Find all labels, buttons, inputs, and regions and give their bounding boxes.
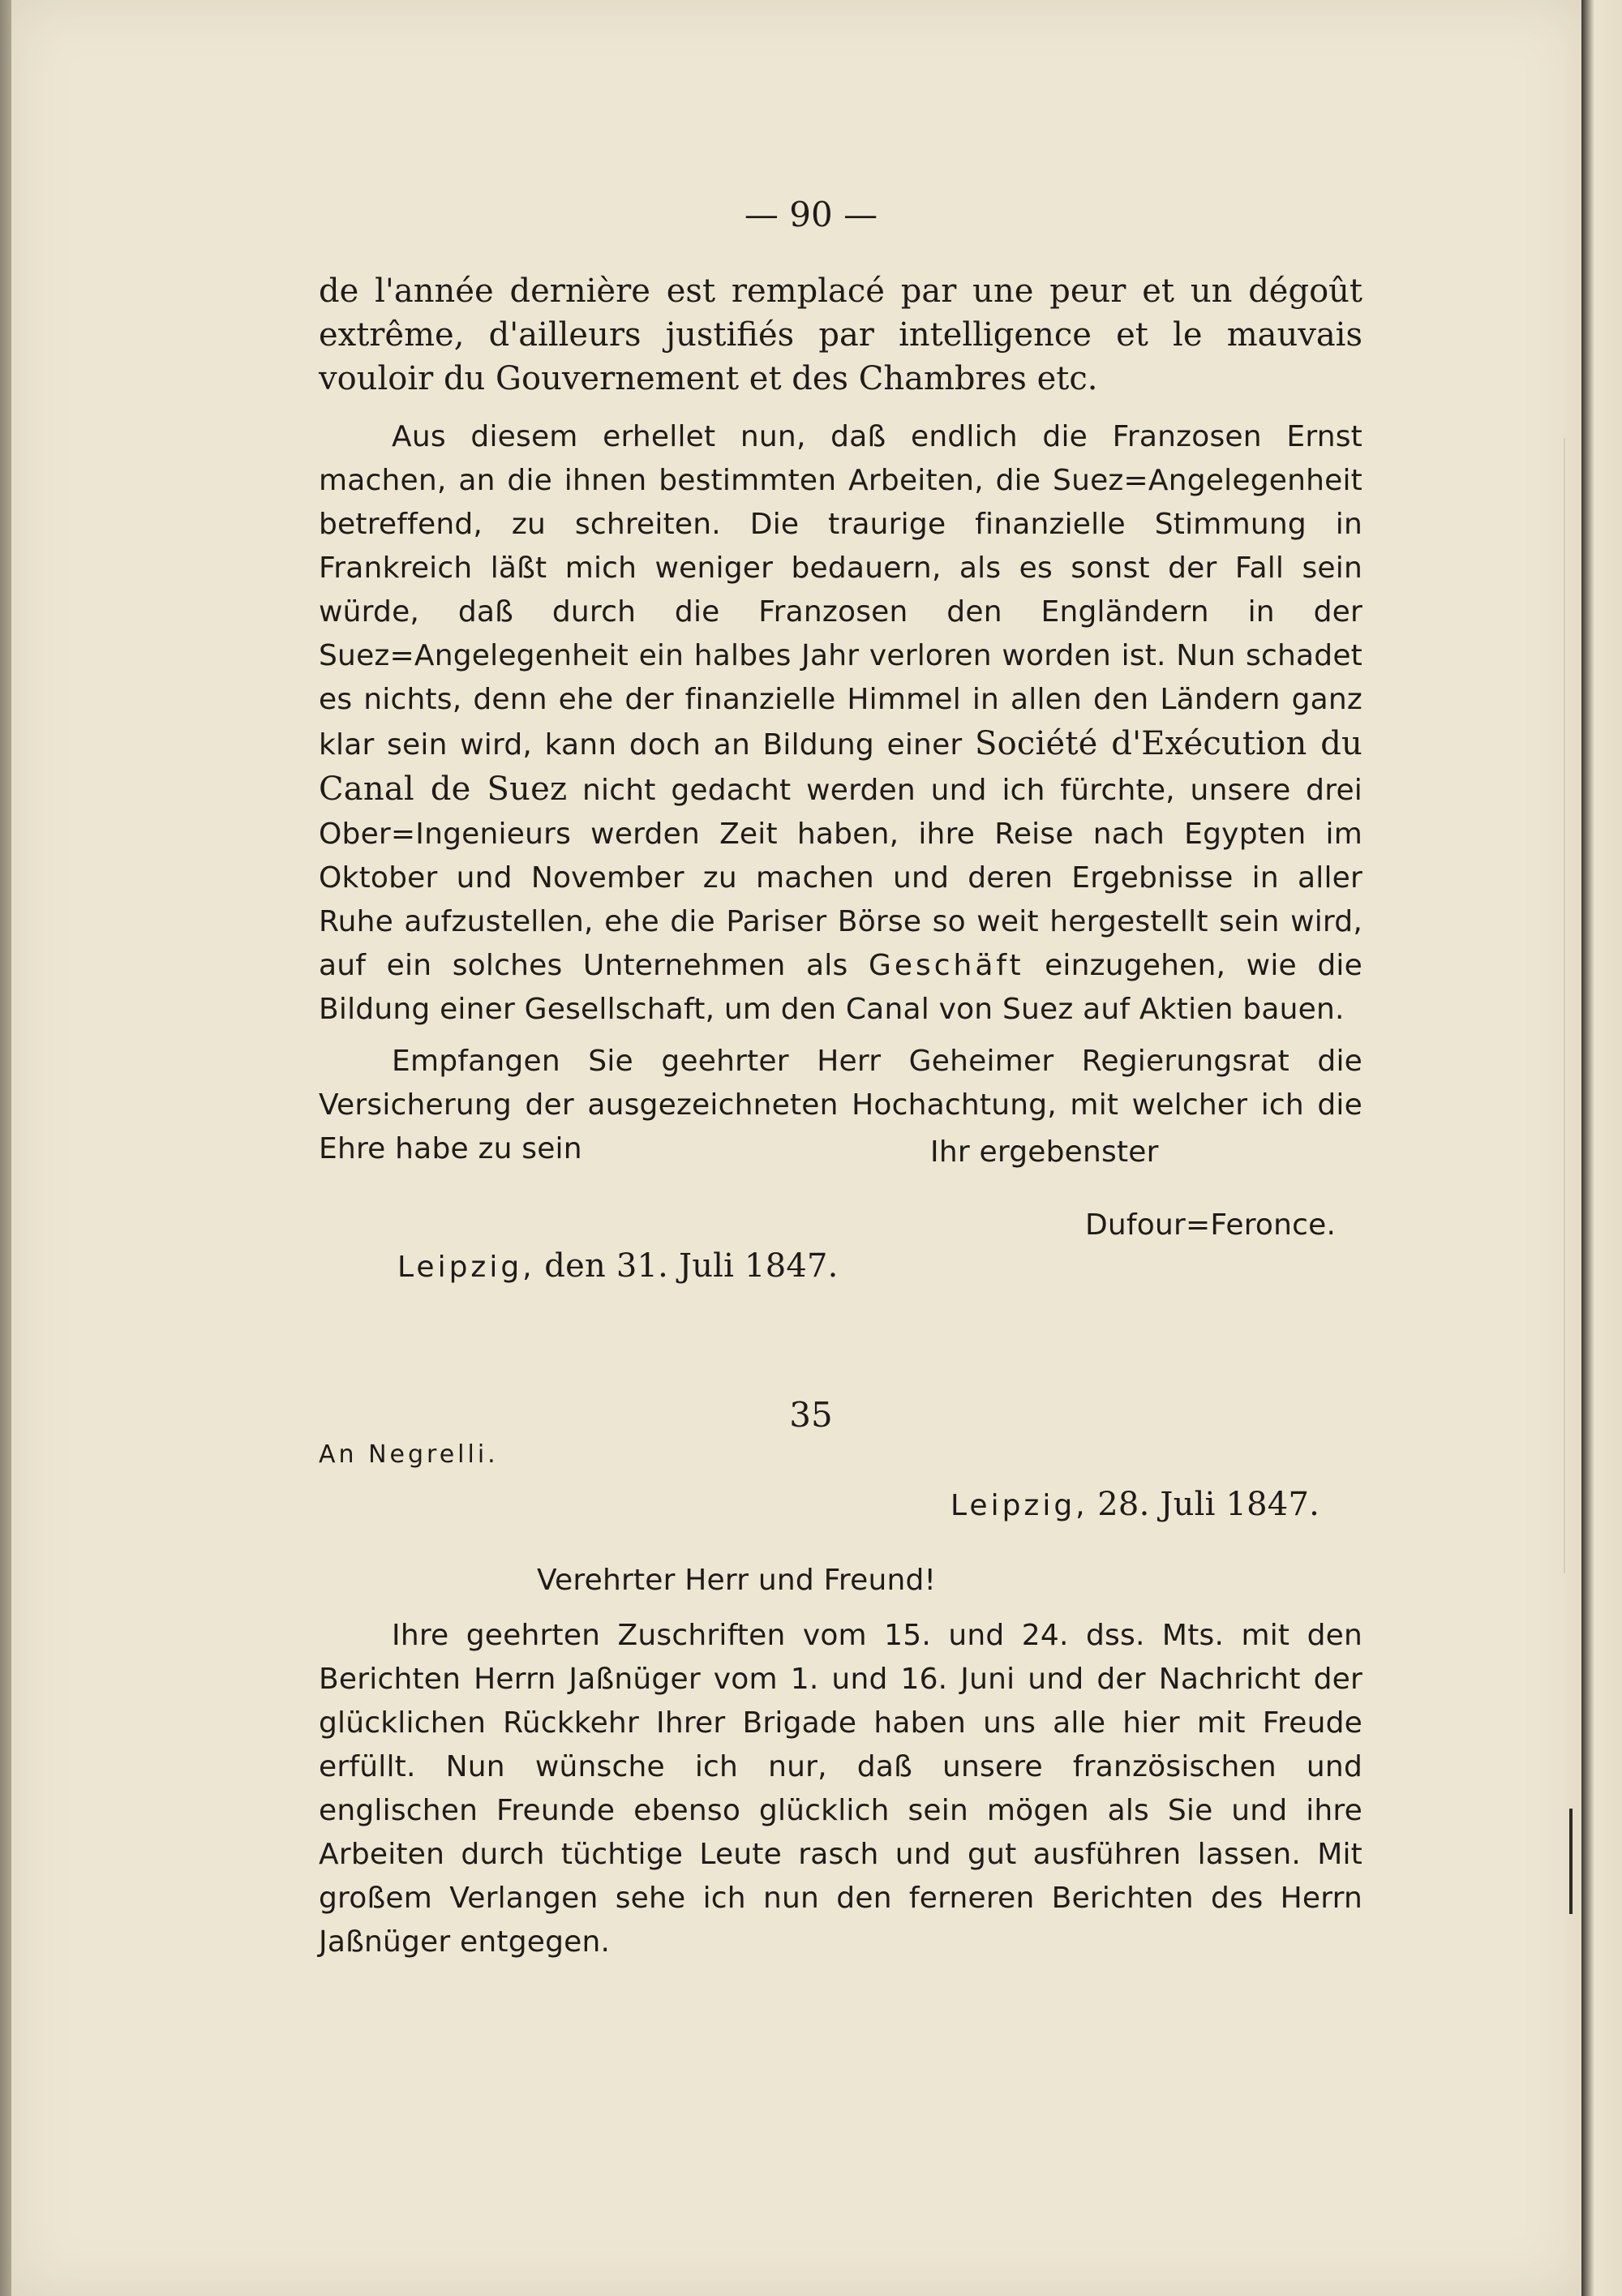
paragraph-text: nicht gedacht werden und ich fürchte, unsere drei Ober=Ingenieurs werden Zeit haben, ihre Reise nach Egypten im Oktober und November zu machen und deren Ergebnisse in aller Ruhe aufzustellen, ehe die Pariser Börse so weit hergestellt sein wird, auf ein solches Unternehmen als	[319, 774, 1362, 982]
french-company-name: Société d'Exécution du Canal de Suez	[319, 725, 1362, 808]
letter-body-block	[319, 1614, 1362, 1964]
signature: Dufour=Feronce.	[1085, 1208, 1337, 1242]
page-number: — 90 —	[744, 195, 878, 234]
paragraph-text: Aus diesem erhellet nun, daß endlich die Franzosen Ernst machen, an die ihnen bestimmten Arbeiten, die Suez=Angelegenheit betreffend, zu schreiten. Die traurige finanzielle Stimmung in Frankreich läßt mich weniger bedauern, als es sonst der Fall sein würde, daß durch die Franzosen den Engländern in der Suez=Angelegenheit ein halbes Jahr verloren worden ist. Nun schadet es nichts, denn ehe der finanzielle Himmel in allen den Ländern ganz klar sein wird, kann doch an Bildung einer	[319, 420, 1362, 762]
closing-phrase: Ihr ergebenster	[930, 1135, 1159, 1169]
paragraph-text: einzugehen, wie die Bildung einer Gesellschaft, um den Canal von Suez auf Aktien bauen.	[319, 949, 1362, 1026]
letter-text-block	[319, 269, 1362, 1171]
french-paragraph: de l'année dernière est remplacé par une peur et un dégoût extrême, d'ailleurs justifiés par intelligence et le mauvais vouloir du Gouvernement et des Chambres etc.	[319, 273, 1362, 397]
body-paragraph-1	[319, 415, 1362, 1032]
spaced-word: Geschäft	[868, 949, 1024, 982]
gutter-mark	[1569, 1809, 1573, 1914]
salutation: Verehrter Herr und Freund!	[537, 1564, 937, 1597]
date-place: Leipzig,	[397, 1251, 535, 1284]
date-place: Leipzig,	[950, 1489, 1088, 1522]
date-rest: 28. Juli 1847.	[1097, 1486, 1320, 1523]
closing-paragraph: Empfangen Sie geehrter Herr Geheimer Regierungsrat die Versicherung der ausgezeichneten Hochachtung, mit welcher ich die Ehre habe zu sein	[319, 1045, 1362, 1165]
recipient: An Negrelli.	[319, 1440, 499, 1469]
date-line-2	[950, 1486, 1319, 1523]
book-spine	[1581, 0, 1622, 2296]
date-line-1	[397, 1247, 839, 1285]
letter-body: Ihre geehrten Zuschriften vom 15. und 24. dss. Mts. mit den Berichten Herrn Jaßnüger vom 1. und 16. Juni und der Nachricht der glücklichen Rückkehr Ihrer Brigade haben uns alle hier mit Freude erfüllt. Nun wünsche ich nur, daß unsere französischen und englischen Freunde ebenso glücklich sein mögen als Sie und ihre Arbeiten durch tüchtige Leute rasch und gut ausführen lassen. Mit großem Verlangen sehe ich nun den ferneren Berichten des Herrn Jaßnüger entgegen.	[319, 1619, 1362, 1959]
date-rest: den 31. Juli 1847.	[544, 1247, 839, 1285]
letter-number: 35	[789, 1395, 833, 1435]
